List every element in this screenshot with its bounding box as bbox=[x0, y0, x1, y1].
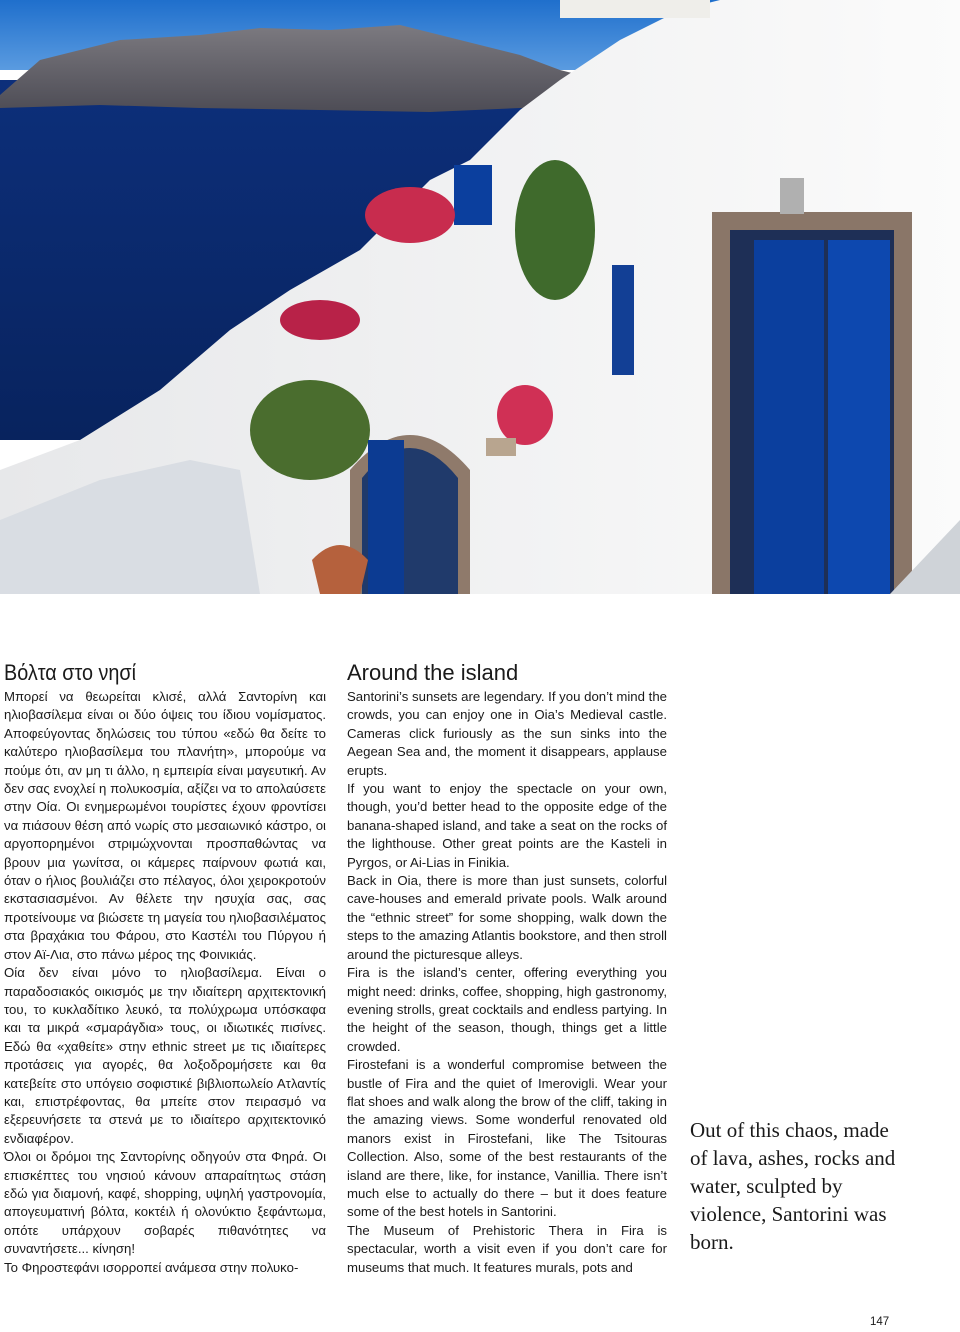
pull-quote: Out of this chaos, made of lava, ashes, rocks and water, sculpted by violence, Santorini was born. bbox=[690, 1118, 896, 1254]
english-heading: Around the island bbox=[347, 660, 519, 685]
sign bbox=[486, 438, 516, 456]
greek-paragraph: Όλοι οι δρόμοι της Σαντορίνης οδηγούν στα Φηρά. Οι επισκέπτες του νησιού κάνουν απαραίτητως στάση εδώ για διαμονή, καφέ, shopping, υψηλή γαστρονομία, απογευματινή βόλτα, κοκτέιλ ή ολονύκτιο ξεφάντωμα, οπότε υπάρχουν σοβαρές πιθανότητες να συναντήσετε... κίνηση! bbox=[4, 1149, 326, 1257]
bougainvillea-middle bbox=[280, 300, 360, 340]
bush-upper bbox=[515, 160, 595, 300]
english-paragraph: Firostefani is a wonderful compromise between the bustle of Fira and the quiet of Imerovigli. Wear your flat shoes and walk along the brow of the cliff, taking in the amazing views. Some wonderful renovated old manors exist in Firostefani, like The Tsitouras Collection. Also, some of the best restaurants of the island are there, like, for instance, Vanillia. There isn’t much else to actually do there – but it does feature some of the best hotels in Santorini. bbox=[347, 1057, 667, 1220]
english-paragraph: Fira is the island’s center, offering everything you might need: drinks, coffee, shopping, high gastronomy, evening strolls, great cocktails and endless partying. In the height of the season, though, things get a little crowded. bbox=[347, 965, 667, 1054]
arch-door bbox=[368, 440, 404, 594]
upper-door bbox=[454, 165, 492, 225]
umbrella bbox=[560, 0, 710, 18]
greek-paragraph: Το Φηροστεφάνι ισορροπεί ανάμεσα στην πολυκο- bbox=[4, 1259, 299, 1275]
english-paragraph: Back in Oia, there is more than just sunsets, colorful cave-houses and emerald private pools. Walk around the “ethnic street” for some shopping, walk down the steps to the amazing Atlantis bookstore, and then stroll around the picturesque alleys. bbox=[347, 873, 667, 962]
lamp bbox=[780, 178, 804, 214]
english-paragraph: If you want to enjoy the spectacle on your own, though, you’d better head to the opposite edge of the banana-shaped island, and take a seat on the rocks of the lighthouse. Other great points are the Kasteli in Pyrgos, or Ai-Lias in Finikia. bbox=[347, 781, 667, 870]
greek-heading: Βόλτα στο νησί bbox=[4, 660, 137, 685]
door-left-leaf bbox=[754, 240, 824, 594]
bougainvillea-upper bbox=[365, 187, 455, 243]
greek-column bbox=[4, 660, 326, 1277]
english-paragraph: The Museum of Prehistoric Thera in Fira is spectacular, worth a visit even if you don’t care for museums that much. It features murals, pots and bbox=[347, 1222, 667, 1275]
door-right-leaf bbox=[828, 240, 890, 594]
santorini-photo bbox=[0, 0, 960, 594]
english-paragraph: Santorini’s sunsets are legendary. If you don’t mind the crowds, you can enjoy one in Oia’s Medieval castle. Cameras click furiously as the sun sinks into the Aegean Sea and, the moment it disappears, applause erupts. bbox=[347, 689, 667, 778]
tree bbox=[250, 380, 370, 480]
page-number: 147 bbox=[870, 1316, 890, 1328]
bougainvillea-right bbox=[497, 385, 553, 445]
window bbox=[612, 265, 634, 375]
greek-paragraph: Μπορεί να θεωρείται κλισέ, αλλά Σαντορίνη και ηλιοβασίλεμα είναι οι δύο όψεις του ίδιου νομίσματος. Αποφεύγοντας δηλώσεις του τύπου «εδώ θα δείτε το καλύτερο ηλιοβασίλεμα του πλανήτη», μπορούμε να πούμε ότι, αν μη τι άλλο, η εμπειρία είναι μαγευτική. Αν δεν σας ενοχλεί η πολυκοσμία, αξίζει να το απολαύσετε στην Οία. Οι ενημερωμένοι τουρίστες έχουν φροντίσει να πιάσουν θέση από νωρίς στο μεσαιωνικό κάστρο, οι αργοπορημένοι στριμώχνονται προσπαθώντας να βρουν μια γωνίτσα, οι κάμερες παίρνουν φωτιά και, όταν ο ήλιος βουλιάζει στο πέλαγος, όλοι χειροκροτούν εκστασιασμένοι. Αν θέλετε την ησυχία σας, σας προτείνουμε να βιώσετε τη μαγεία του ηλιοβασιλέματος στα βραχάκια του Φάρου, στο Καστέλι του Πύργου ή στον Αϊ-Λια, στο πάνω μέρος της Φοινικιάς. bbox=[4, 689, 326, 962]
pot bbox=[312, 545, 368, 594]
english-column bbox=[347, 660, 667, 1277]
greek-paragraph: Οία δεν είναι μόνο το ηλιοβασίλεμα. Είναι ο παραδοσιακός οικισμός με την ιδιαίτερη αρχιτεκτονική του, το κυκλαδίτικο λευκό, τα πολύχρωμα υπόσκαφα και τα μικρά «σμαράγδια» τους, οι ιδιωτικές πισίνες. Εδώ θα «χαθείτε» στην ethnic street με τις ιδιαίτερες προτάσεις για αγορές, θα λοξοδρομήσετε και θα κατεβείτε στο υπόγειο σοφιστικέ βιβλιοπωλείο Ατλαντίς και, επιστρέφοντας, θα μπείτε στον πειρασμό να εξερευνήσετε τα στενά με το ιδιαίτερο αρχιτεκτονικό ενδιαφέρον. bbox=[4, 965, 326, 1146]
